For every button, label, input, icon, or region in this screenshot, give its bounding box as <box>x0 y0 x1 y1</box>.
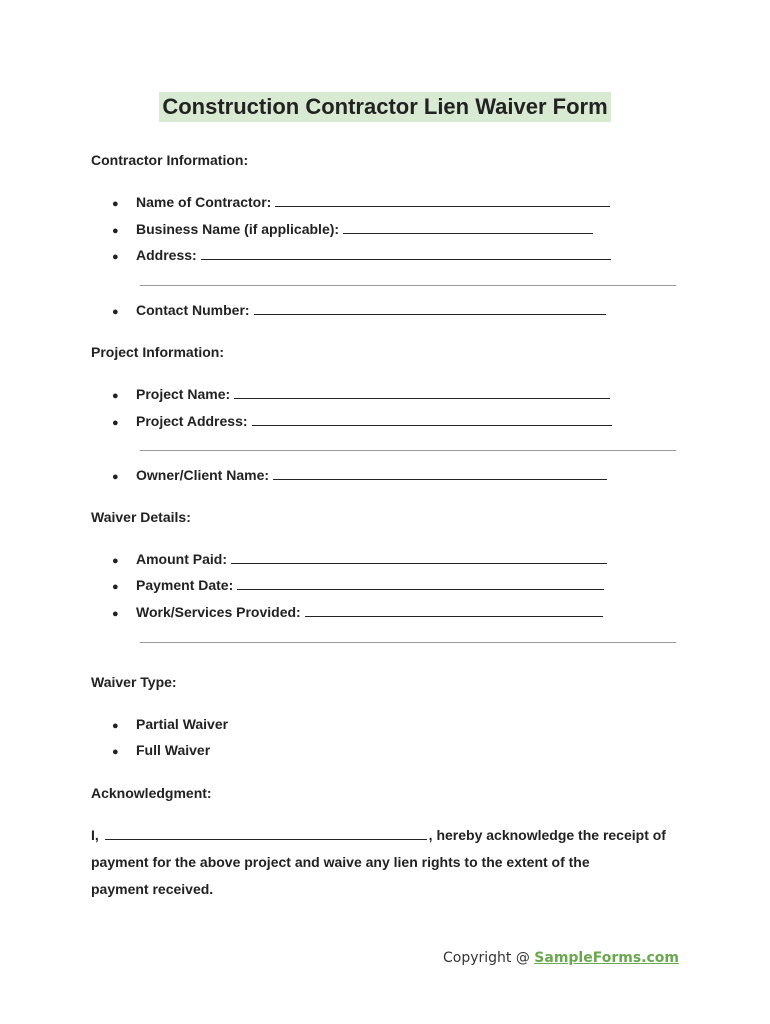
work-services-provided-blank[interactable] <box>305 604 603 617</box>
field-address <box>112 247 611 263</box>
field-label: Name of Contractor: <box>136 194 272 210</box>
copyright-prefix: Copyright @ <box>442 950 535 966</box>
option-label: Full Waiver <box>136 742 211 758</box>
payment-date-blank[interactable] <box>237 577 604 590</box>
field-label: Business Name (if applicable): <box>136 221 340 237</box>
name-of-contractor-blank[interactable] <box>275 194 610 207</box>
title-wrap <box>0 92 770 122</box>
option-full-waiver[interactable] <box>112 742 210 758</box>
project-heading: Project Information: <box>91 344 225 360</box>
page-title: Construction Contractor Lien Waiver Form <box>159 92 610 122</box>
work-services-continuation-line[interactable] <box>140 642 676 643</box>
field-project-address <box>112 413 612 429</box>
option-label: Partial Waiver <box>136 716 229 732</box>
field-name-of-contractor <box>112 194 610 210</box>
bullet-icon: ● <box>112 390 119 402</box>
field-amount-paid <box>112 551 607 567</box>
address-blank[interactable] <box>201 247 611 260</box>
field-label: Project Address: <box>136 413 248 429</box>
field-payment-date <box>112 577 604 593</box>
field-label: Payment Date: <box>136 577 234 593</box>
field-label: Amount Paid: <box>136 551 227 567</box>
acknowledgment-line-1 <box>91 827 666 843</box>
field-label: Owner/Client Name: <box>136 467 270 483</box>
bullet-icon: ● <box>112 251 119 263</box>
option-partial-waiver[interactable] <box>112 716 228 732</box>
project-address-blank[interactable] <box>252 413 612 426</box>
acknowledger-name-blank[interactable] <box>105 827 427 840</box>
bullet-icon: ● <box>112 471 119 483</box>
bullet-icon: ● <box>112 306 119 318</box>
ack-line1-suffix: , hereby acknowledge the receipt of <box>428 827 666 843</box>
business-name-blank[interactable] <box>343 221 593 234</box>
owner-client-name-blank[interactable] <box>273 467 607 480</box>
waiver-details-heading: Waiver Details: <box>91 509 191 525</box>
acknowledgment-line-2: payment for the above project and waive any lien rights to the extent of the <box>91 854 590 870</box>
bullet-icon: ● <box>112 581 119 593</box>
bullet-icon: ● <box>112 417 119 429</box>
contractor-heading: Contractor Information: <box>91 152 249 168</box>
ack-prefix: I, <box>91 827 99 843</box>
project-address-continuation-line[interactable] <box>140 450 676 451</box>
bullet-icon: ● <box>112 198 119 210</box>
field-label: Project Name: <box>136 386 231 402</box>
acknowledgment-line-3: payment received. <box>91 881 214 897</box>
field-label: Work/Services Provided: <box>136 604 301 620</box>
bullet-icon: ● <box>112 225 119 237</box>
field-label: Address: <box>136 247 197 263</box>
brand-link[interactable]: SampleForms.com <box>534 950 679 966</box>
bullet-icon: ● <box>112 608 119 620</box>
bullet-icon: ● <box>112 746 119 758</box>
field-business-name <box>112 221 593 237</box>
field-project-name <box>112 386 610 402</box>
bullet-icon: ● <box>112 555 119 567</box>
address-continuation-line[interactable] <box>140 285 676 286</box>
field-work-services-provided <box>112 604 603 620</box>
acknowledgment-heading: Acknowledgment: <box>91 785 212 801</box>
waiver-type-heading: Waiver Type: <box>91 674 177 690</box>
contact-number-blank[interactable] <box>254 302 606 315</box>
field-owner-client-name <box>112 467 607 483</box>
copyright-footer <box>443 950 679 966</box>
field-label: Contact Number: <box>136 302 250 318</box>
bullet-icon: ● <box>112 720 119 732</box>
project-name-blank[interactable] <box>234 386 610 399</box>
amount-paid-blank[interactable] <box>231 551 607 564</box>
field-contact-number <box>112 302 606 318</box>
